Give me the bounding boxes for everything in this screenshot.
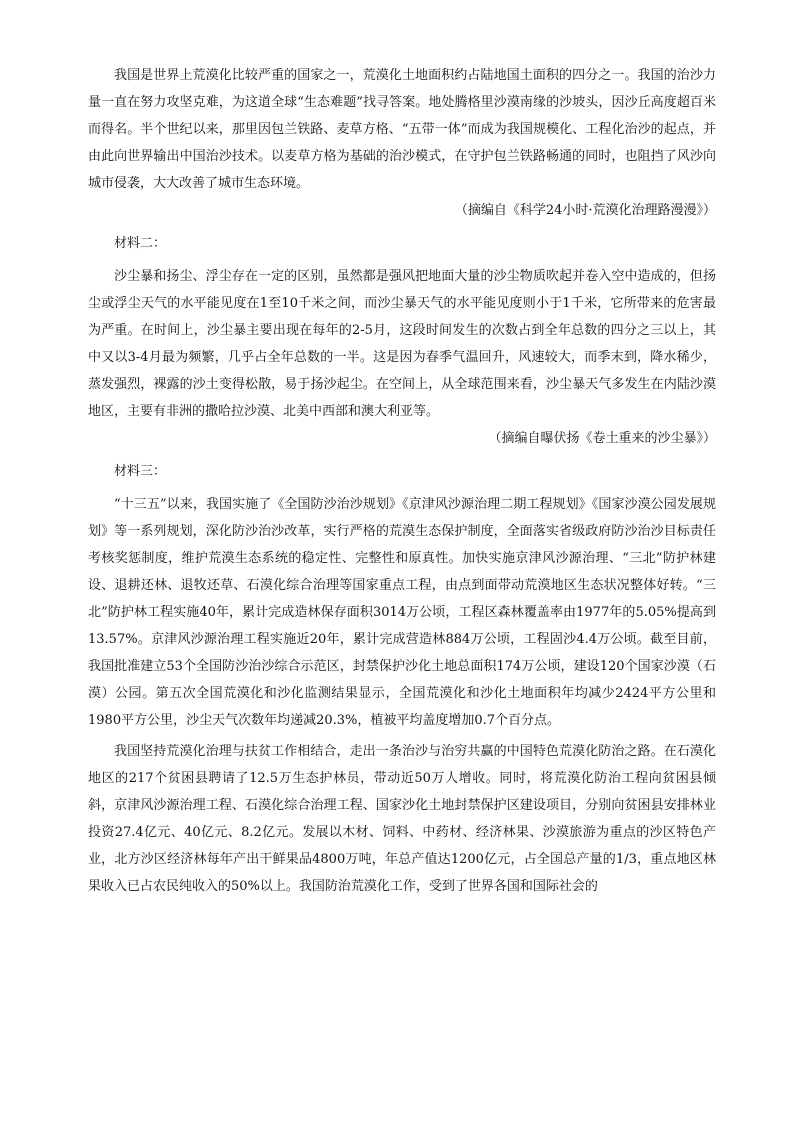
material1-paragraph: 我国是世界上荒漠化比较严重的国家之一，荒漠化土地面积约占陆地国土面积的四分之一。我国的治沙力量一直在努力攻坚克难，为这道全球“生态难题”找寻答案。地处腾格里沙漠南缘的沙坡头，因沙丘高度超百米而得名。半个世纪以来，那里因包兰铁路、麦草方格、“五带一体”而成为我国规模化、工程化治沙的起点，并由此向世界输出中国治沙技术。以麦草方格为基础的治沙模式，在守护包兰铁路畅通的同时，也阻挡了风沙向城市侵袭，大大改善了城市生态环境。: [88, 68, 716, 191]
material3-paragraph-2: 我国坚持荒漠化治理与扶贫工作相结合，走出一条治沙与治穷共赢的中国特色荒漠化防治之路。在石漠化地区的217个贫困县聘请了12.5万生态护林员，带动近50万人增收。同时，将荒漠化防治工程向贫困县倾斜，京津风沙源治理工程、石漠化综合治理工程、国家沙化土地封禁保护区建设项目，分别向贫困县安排林业投资27.4亿元、40亿元、8.2亿元。发展以木材、饲料、中药材、经济林果、沙漠旅游为重点的沙区特色产业，北方沙区经济林每年产出干鲜果品4800万吨，年总产值达1200亿元，占全国总产量的1/3，重点地区林果收入已占农民纯收入的50%以上。我国防治荒漠化工作，受到了世界各国和国际社会的: [88, 744, 716, 894]
material2-source: （摘编自曝伏扬《卷土重来的沙尘暴》）: [488, 431, 716, 446]
material3-heading: 材料三：: [114, 464, 167, 479]
material2-heading: 材料二：: [114, 236, 167, 251]
document-body: [88, 62, 716, 900]
material1-source: （摘编自《科学24小时·荒漠化治理路漫漫》）: [454, 203, 716, 218]
material2-paragraph: 沙尘暴和扬尘、浮尘存在一定的区别，虽然都是强风把地面大量的沙尘物质吹起并卷入空中造成的，但扬尘或浮尘天气的水平能见度在1至10千米之间，而沙尘暴天气的水平能见度则小于1千米，它所带来的危害最为严重。在时间上，沙尘暴主要出现在每年的2-5月，这段时间发生的次数占到全年总数的四分之三以上，其中又以3-4月最为频繁，几乎占全年总数的一半。这是因为春季气温回升，风速较大，而季末到，降水稀少，蒸发强烈，裸露的沙土变得松散，易于扬沙起尘。在空间上，从全球范围来看，沙尘暴天气多发生在内陆沙漠地区，主要有非洲的撒哈拉沙漠、北美中西部和澳大利亚等。: [88, 269, 716, 419]
material3-paragraph-1: “十三五”以来，我国实施了《全国防沙治沙规划》《京津风沙源治理二期工程规划》《国家沙漠公园发展规划》等一系列规划，深化防沙治沙改革，实行严格的荒漠生态保护制度，全面落实省级政府防沙治沙目标责任考核奖惩制度，维护荒漠生态系统的稳定性、完整性和原真性。加快实施京津风沙源治理、“三北”防护林建设、退耕还林、退牧还草、石漠化综合治理等国家重点工程，由点到面带动荒漠地区生态状况整体好转。“三北”防护林工程实施40年，累计完成造林保存面积3014万公顷，工程区森林覆盖率由1977年的5.05%提高到13.57%。京津风沙源治理工程实施近20年，累计完成营造林884万公顷，工程固沙4.4万公顷。截至目前，我国批准建立53个全国防沙治沙综合示范区，封禁保护沙化土地总面积174万公顷，建设120个国家沙漠（石漠）公园。第五次全国荒漠化和沙化监测结果显示，全国荒漠化和沙化土地面积年均减少2424平方公里和1980平方公里，沙尘天气次数年均递减20.3%，植被平均盖度增加0.7个百分点。: [88, 497, 716, 728]
